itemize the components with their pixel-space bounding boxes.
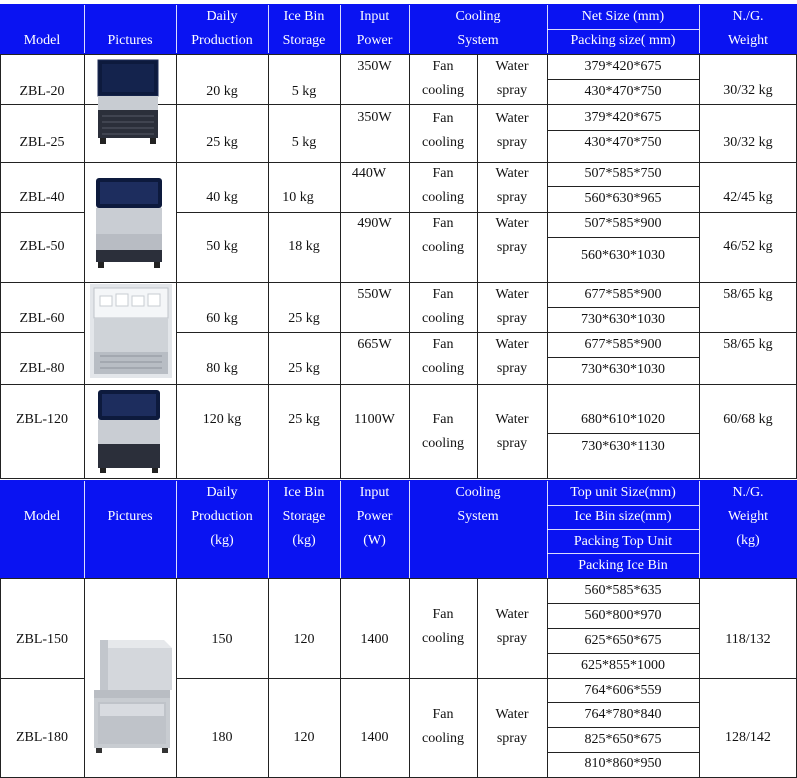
t2-header-pictures: Pictures — [107, 509, 153, 524]
t1-r7-cool-water: Water spray — [495, 412, 529, 451]
t1-r3-cool-fan: Fan cooling — [422, 166, 464, 205]
t1-header-packing-size: Packing size( mm) — [570, 33, 676, 48]
t1-r3-daily: 40 kg — [206, 190, 238, 205]
t2-r1-model: ZBL-150 — [15, 632, 69, 647]
t1-header-cooling: Cooling System — [455, 9, 501, 48]
t1-r6-pack: 730*630*1030 — [581, 362, 665, 377]
t1-r1-cool-fan: Fan cooling — [422, 59, 464, 98]
t1-r2-weight: 30/32 kg — [723, 135, 773, 150]
t1-r2-cool-fan: Fan cooling — [422, 111, 464, 150]
t2-header-ice-bin-size: Ice Bin size(mm) — [574, 509, 672, 524]
t2-r1-size-2: 560*800*970 — [584, 608, 662, 623]
t2-header-bin: Ice Bin Storage (kg) — [282, 485, 326, 548]
t2-r1-cool-fan: Fan cooling — [422, 607, 464, 646]
t1-r3-weight: 42/45 kg — [723, 190, 773, 205]
t1-r7-pack: 730*630*1130 — [581, 439, 665, 454]
t2-r2-size-1: 764*606*559 — [584, 683, 662, 698]
t2-r1-weight: 118/132 — [725, 632, 771, 647]
t2-header-packing-bin: Packing Ice Bin — [578, 558, 668, 573]
t2-r2-power: 1400 — [360, 730, 389, 745]
t1-r1-bin: 5 kg — [291, 84, 317, 99]
t1-r5-model: ZBL-60 — [19, 311, 65, 326]
t1-r4-daily: 50 kg — [206, 239, 238, 254]
t1-r7-net: 680*610*1020 — [581, 412, 665, 427]
t1-r5-cool-water: Water spray — [495, 287, 529, 326]
t2-header-daily: Daily Production (kg) — [191, 485, 253, 548]
t1-r2-pack: 430*470*750 — [584, 135, 662, 150]
t2-r2-model: ZBL-180 — [15, 730, 69, 745]
t1-r4-net: 507*585*900 — [584, 216, 662, 231]
t1-r6-net: 677*585*900 — [584, 337, 662, 352]
ice-machine-medium-icon — [94, 176, 164, 270]
t1-r6-cool-water: Water spray — [495, 337, 529, 376]
t2-header-cooling: Cooling System — [455, 485, 501, 524]
t2-r1-cool-water: Water spray — [495, 607, 529, 646]
t2-r1-daily: 150 — [211, 632, 233, 647]
t1-r2-bin: 5 kg — [291, 135, 317, 150]
t1-header-daily: Daily Production — [191, 9, 253, 48]
t1-r3-bin: 10 kg — [282, 190, 314, 205]
t2-header-weight: N./G. Weight (kg) — [727, 485, 769, 548]
t1-r1-daily: 20 kg — [206, 84, 238, 99]
t1-r7-cool-fan: Fan cooling — [422, 412, 464, 451]
t1-r2-model: ZBL-25 — [19, 135, 65, 150]
t1-r1-power: 350W — [357, 59, 392, 74]
t1-r5-net: 677*585*900 — [584, 287, 662, 302]
t1-r2-power: 350W — [357, 110, 392, 125]
t1-r2-daily: 25 kg — [206, 135, 238, 150]
t2-r1-size-4: 625*855*1000 — [581, 658, 665, 673]
t1-r3-cool-water: Water spray — [495, 166, 529, 205]
t1-r3-pack: 560*630*965 — [584, 191, 662, 206]
t1-r4-power: 490W — [357, 216, 392, 231]
t2-r1-power: 1400 — [360, 632, 389, 647]
t1-r6-power: 665W — [357, 337, 392, 352]
t2-r2-bin: 120 — [293, 730, 315, 745]
t1-r4-pack: 560*630*1030 — [581, 248, 665, 263]
t2-header-top-unit-size: Top unit Size(mm) — [570, 485, 676, 500]
t1-r5-pack: 730*630*1030 — [581, 312, 665, 327]
ice-machine-open-icon — [90, 284, 172, 378]
t1-r7-model: ZBL-120 — [15, 412, 69, 427]
t2-r2-size-2: 764*780*840 — [584, 707, 662, 722]
t1-r6-model: ZBL-80 — [19, 361, 65, 376]
t1-header-net-size: Net Size (mm) — [581, 9, 665, 24]
t1-r2-cool-water: Water spray — [495, 111, 529, 150]
t1-r5-weight: 58/65 kg — [723, 287, 773, 302]
t2-r2-size-3: 825*650*675 — [584, 732, 662, 747]
t1-r1-cool-water: Water spray — [495, 59, 529, 98]
t2-r2-cool-fan: Fan cooling — [422, 707, 464, 746]
t1-r3-net: 507*585*750 — [584, 166, 662, 181]
t1-r1-net: 379*420*675 — [584, 59, 662, 74]
t1-r3-power: 440W — [351, 166, 387, 181]
t1-r1-pack: 430*470*750 — [584, 84, 662, 99]
t1-header-pictures: Pictures — [107, 33, 153, 48]
t2-r2-daily: 180 — [211, 730, 233, 745]
t1-r7-power: 1100W — [354, 412, 395, 427]
t1-r4-cool-fan: Fan cooling — [422, 216, 464, 255]
t2-header-power: Input Power (W) — [356, 485, 393, 548]
t1-r6-bin: 25 kg — [288, 361, 320, 376]
t1-r6-weight: 58/65 kg — [723, 337, 773, 352]
t1-header-weight: N./G. Weight — [727, 9, 769, 48]
t1-r3-model: ZBL-40 — [19, 190, 65, 205]
t2-header-model: Model — [23, 509, 61, 524]
t1-r4-weight: 46/52 kg — [723, 239, 773, 254]
t1-r6-daily: 80 kg — [206, 361, 238, 376]
t1-r6-cool-fan: Fan cooling — [422, 337, 464, 376]
t2-r1-size-3: 625*650*675 — [584, 633, 662, 648]
ice-machine-modular-icon — [90, 636, 174, 754]
ice-machine-medium-icon — [96, 388, 162, 474]
t2-r2-size-4: 810*860*950 — [584, 756, 662, 771]
t1-r1-model: ZBL-20 — [19, 84, 65, 99]
t2-header-packing-top: Packing Top Unit — [573, 534, 673, 549]
t2-r2-weight: 128/142 — [725, 730, 771, 745]
t1-r1-weight: 30/32 kg — [723, 83, 773, 98]
t2-r1-bin: 120 — [293, 632, 315, 647]
t1-header-bin: Ice Bin Storage — [282, 9, 326, 48]
t1-r7-daily: 120 kg — [202, 412, 242, 427]
t1-r4-bin: 18 kg — [288, 239, 320, 254]
t1-r5-cool-fan: Fan cooling — [422, 287, 464, 326]
t2-r1-size-1: 560*585*635 — [584, 583, 662, 598]
t1-r5-bin: 25 kg — [288, 311, 320, 326]
t1-header-power: Input Power — [356, 9, 393, 48]
t1-r2-net: 379*420*675 — [584, 110, 662, 125]
t1-r4-model: ZBL-50 — [19, 239, 65, 254]
t2-r2-cool-water: Water spray — [495, 707, 529, 746]
t1-r7-weight: 60/68 kg — [723, 412, 773, 427]
t1-r5-daily: 60 kg — [206, 311, 238, 326]
t1-r5-power: 550W — [357, 287, 392, 302]
t1-r4-cool-water: Water spray — [495, 216, 529, 255]
t1-r7-bin: 25 kg — [288, 412, 320, 427]
ice-machine-small-icon — [96, 58, 160, 146]
t1-header-model: Model — [23, 33, 61, 48]
